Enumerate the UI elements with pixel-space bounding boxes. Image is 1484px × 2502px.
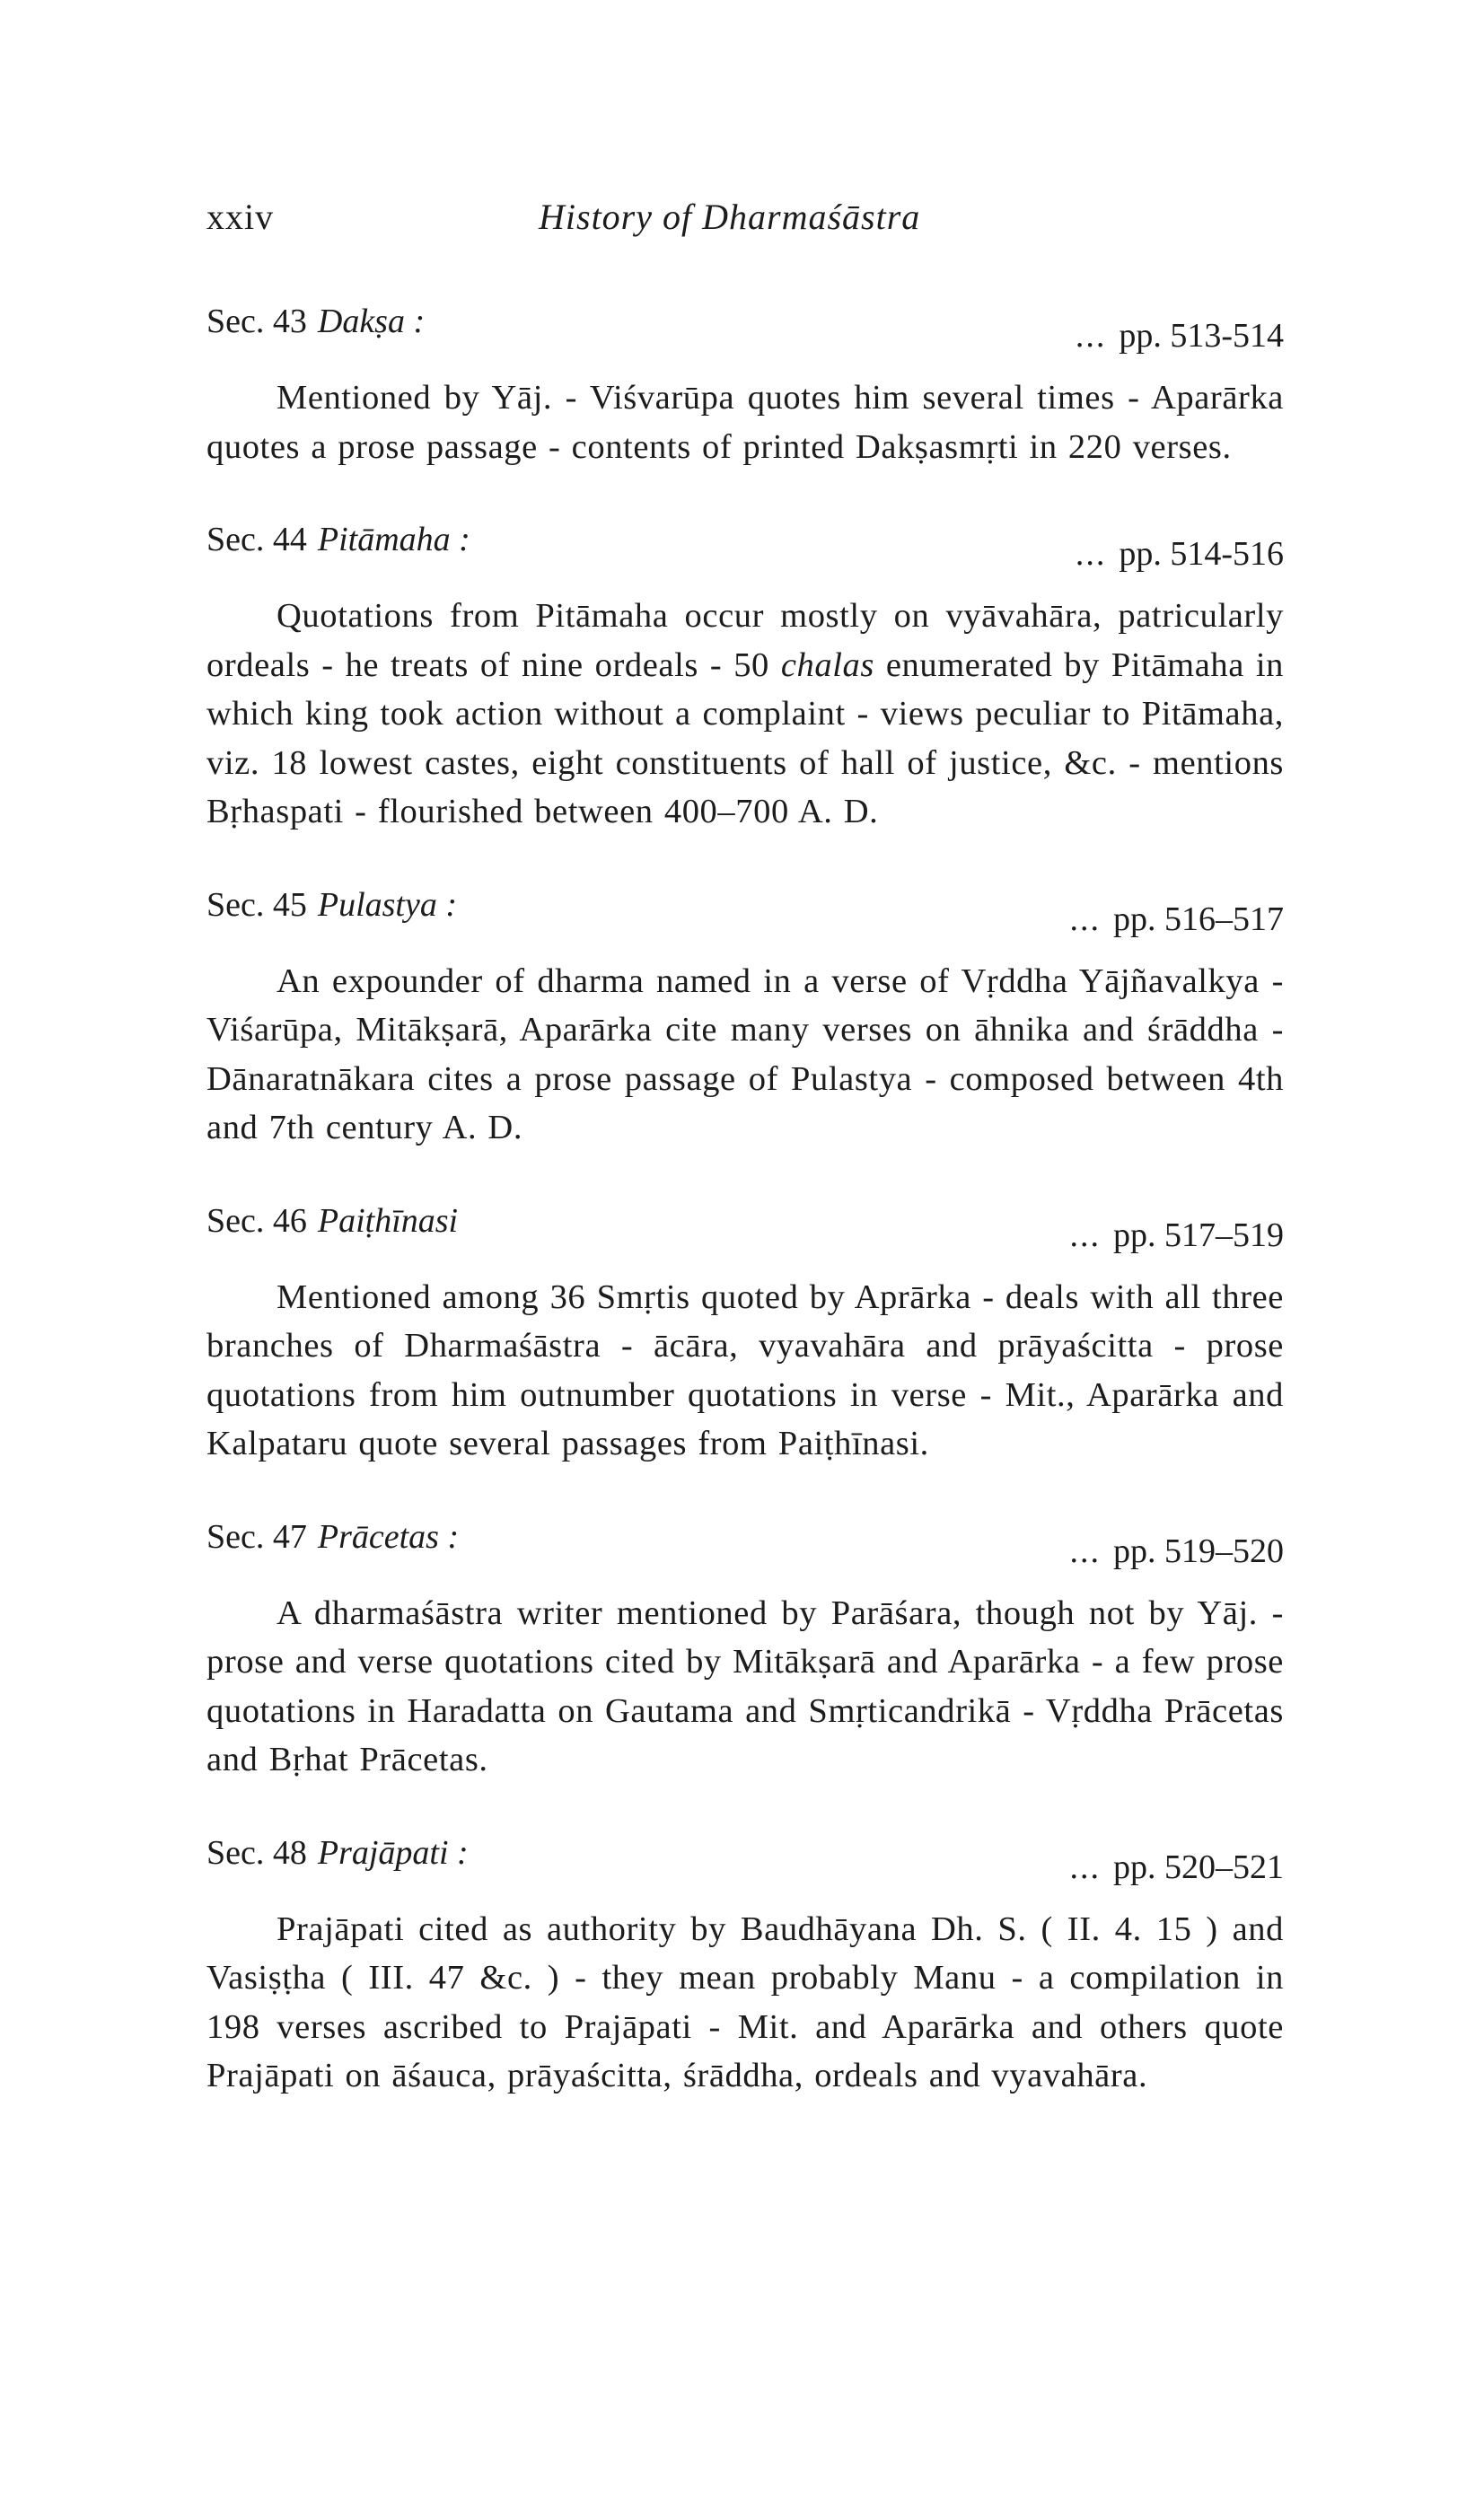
section-46 [206, 1196, 1284, 1469]
section-summary [206, 592, 1284, 837]
section-number: Sec. 47 [206, 1517, 307, 1556]
section-heading [206, 880, 1284, 938]
section-label [206, 1512, 459, 1562]
page-range: pp. 519–520 [1113, 1532, 1284, 1570]
section-label [206, 880, 457, 930]
section-label [206, 296, 425, 347]
section-heading [206, 514, 1284, 573]
summary-italic-term: chalas [780, 645, 874, 684]
section-page-range [1070, 1842, 1285, 1892]
section-summary: Mentioned among 36 Smṛtis quoted by Aprārka - deals with all three branches of Dharmaśāstra - ācāra, vyavahāra and prāyaścitta - prose quotations from him outnumber quotations in verse - Mit., Aparārka and Kalpataru quote several passages from Paiṭhīnasi. [206, 1277, 1284, 1462]
leader-dots: ... [1075, 535, 1107, 573]
section-heading [206, 296, 1284, 355]
section-page-range [1070, 1210, 1285, 1260]
section-44 [206, 514, 1284, 837]
section-number: Sec. 44 [206, 521, 307, 558]
section-list [206, 296, 1284, 2144]
section-47 [206, 1512, 1284, 1785]
section-label [206, 514, 470, 565]
leader-dots: ... [1075, 317, 1107, 355]
section-heading [206, 1828, 1284, 1886]
page-range: pp. 516–517 [1113, 900, 1284, 938]
section-summary: Mentioned by Yāj. - Viśvarūpa quotes him several times - Aparārka quotes a prose passage - contents of printed Dakṣasmṛti in 220 verses. [206, 379, 1284, 466]
page-range: pp. 520–521 [1113, 1848, 1284, 1886]
section-48 [206, 1828, 1284, 2101]
leader-dots: ... [1069, 1848, 1101, 1886]
section-summary: An expounder of dharma named in a verse of Vṛddha Yājñavalkya - Viśarūpa, Mitākṣarā, Aparārka cite many verses on āhnika and śrāddha - Dānaratnākara cites a prose passage of Pulastya - composed between 4th and 7th century A. D. [206, 961, 1284, 1146]
section-number: Sec. 43 [206, 303, 307, 340]
section-page-range [1070, 1526, 1285, 1576]
section-page-range [1076, 311, 1284, 361]
section-summary: A dharmaśāstra writer mentioned by Parāśara, though not by Yāj. - prose and verse quotations cited by Mitākṣarā and Aparārka - a few prose quotations in Haradatta on Gautama and Smṛticandrikā - Vṛddha Prācetas and Bṛhat Prācetas. [206, 1593, 1284, 1778]
section-page-range [1070, 894, 1285, 944]
section-name: Paiṭhīnasi [317, 1201, 459, 1240]
book-title: History of Dharmaśāstra [539, 197, 921, 237]
summary-text: Quotations from Pitāmaha occur mostly on vyāvahāra, patricularly ordeals - he treats of nine ordeals - 50 [206, 597, 1284, 684]
section-number: Sec. 46 [206, 1201, 307, 1240]
page-range: pp. 517–519 [1113, 1216, 1284, 1254]
section-page-range [1076, 529, 1284, 579]
section-heading [206, 1196, 1284, 1254]
page-range: pp. 514-516 [1119, 535, 1284, 573]
section-name: Dakṣa : [317, 303, 426, 340]
leader-dots: ... [1069, 1532, 1101, 1570]
section-summary: Prajāpati cited as authority by Baudhāyana Dh. S. ( II. 4. 15 ) and Vasiṣṭha ( III. 47 &c. ) - they mean probably Manu - a compilation in 198 verses ascribed to Prajāpati - Mit. and Aparārka and others quote Prajāpati on āśauca, prāyaścitta, śrāddha, ordeals and vyavahāra. [206, 1909, 1284, 2094]
section-name: Prācetas : [317, 1517, 460, 1556]
section-43 [206, 296, 1284, 471]
running-head [206, 196, 1311, 250]
section-label [206, 1828, 469, 1878]
section-heading [206, 1512, 1284, 1570]
section-label [206, 1196, 458, 1246]
leader-dots: ... [1069, 1216, 1101, 1254]
page-number: xxiv [206, 197, 275, 237]
page-range: pp. 513-514 [1119, 317, 1284, 355]
section-name: Pulastya : [317, 885, 458, 924]
section-name: Pitāmaha : [317, 521, 470, 558]
summary-text: enumerated by Pitāmaha in which king took action without a complaint - views peculiar to Pitāmaha, viz. 18 lowest castes, eight constituents of hall of justice, &c. - mentions Bṛhaspati - flourished between 400–700 A. D. [206, 645, 1284, 830]
section-number: Sec. 48 [206, 1833, 307, 1872]
section-number: Sec. 45 [206, 885, 307, 924]
section-name: Prajāpati : [317, 1833, 469, 1872]
leader-dots: ... [1069, 900, 1101, 938]
section-45 [206, 880, 1284, 1153]
